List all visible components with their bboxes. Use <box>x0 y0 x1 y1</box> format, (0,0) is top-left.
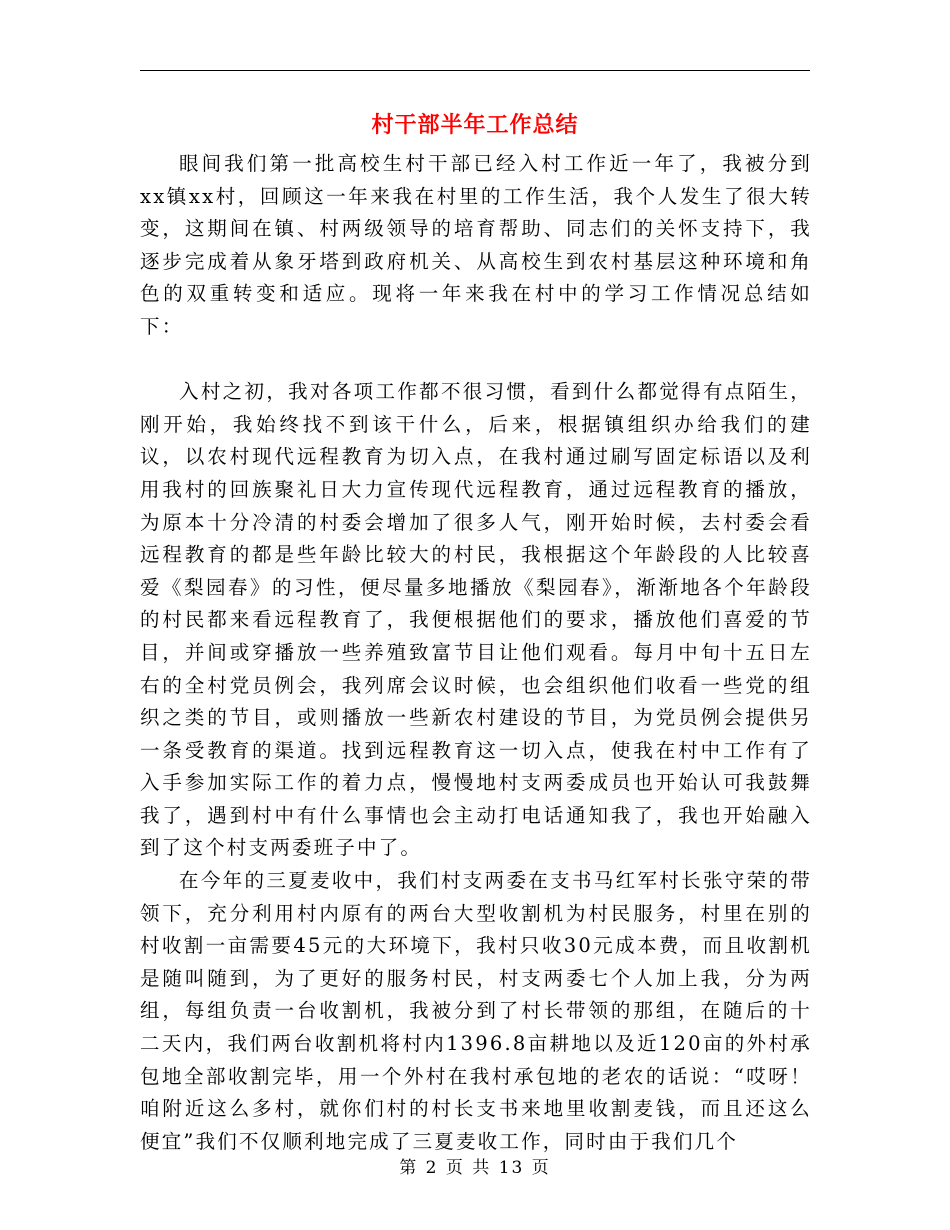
body-paragraph: 在今年的三夏麦收中，我们村支两委在支书马红军村长张守荣的带领下，充分利用村内原有的两台大型收割机为村民服务，村里在别的村收割一亩需要45元的大环境下，我村只收30元成本费，而且收割机是随叫随到，为了更好的服务村民，村支两委七个人加上我，分为两组，每组负责一台收割机，我被分到了村长带领的那组，在随后的十二天内，我们两台收割机将村内1396.8亩耕地以及近120亩的外村承包地全部收割完毕，用一个外村在我村承包地的老农的话说：“哎呀！咱附近这么多村，就你们村的村长支书来地里收割麦钱，而且还这么便宜”我们不仅顺利地完成了三夏麦收工作，同时由于我们几个 <box>140 869 812 1153</box>
body-paragraph: 眼间我们第一批高校生村干部已经入村工作近一年了，我被分到xx镇xx村，回顾这一年来我在村里的工作生活，我个人发生了很大转变，这期间在镇、村两级领导的培育帮助、同志们的关怀支持下，我逐步完成着从象牙塔到政府机关、从高校生到农村基层这种环境和角色的双重转变和适应。现将一年来我在村中的学习工作情况总结如下： <box>140 152 812 338</box>
document-body <box>140 148 812 1158</box>
document-title: 村干部半年工作总结 <box>371 112 579 138</box>
header-rule <box>140 70 810 71</box>
body-paragraph: 入村之初，我对各项工作都不很习惯，看到什么都觉得有点陌生，刚开始，我始终找不到该干什么，后来，根据镇组织办给我们的建议，以农村现代远程教育为切入点，在我村通过刷写固定标语以及利用我村的回族聚礼日大力宣传现代远程教育，通过远程教育的播放，为原本十分冷清的村委会增加了很多人气，刚开始时候，去村委会看远程教育的都是些年龄比较大的村民，我根据这个年龄段的人比较喜爱《梨园春》的习性，便尽量多地播放《梨园春》，渐渐地各个年龄段的村民都来看远程教育了，我便根据他们的要求，播放他们喜爱的节目，并间或穿播放一些养殖致富节目让他们观看。每月中旬十五日左右的全村党员例会，我列席会议时候，也会组织他们收看一些党的组织之类的节目，或则播放一些新农村建设的节目，为党员例会提供另一条受教育的渠道。找到远程教育这一切入点，使我在村中工作有了入手参加实际工作的着力点，慢慢地村支两委成员也开始认可我鼓舞我了，遇到村中有什么事情也会主动打电话通知我了，我也开始融入到了这个村支两委班子中了。 <box>140 380 812 860</box>
page-number: 第 2 页 共 13 页 <box>399 1158 551 1178</box>
